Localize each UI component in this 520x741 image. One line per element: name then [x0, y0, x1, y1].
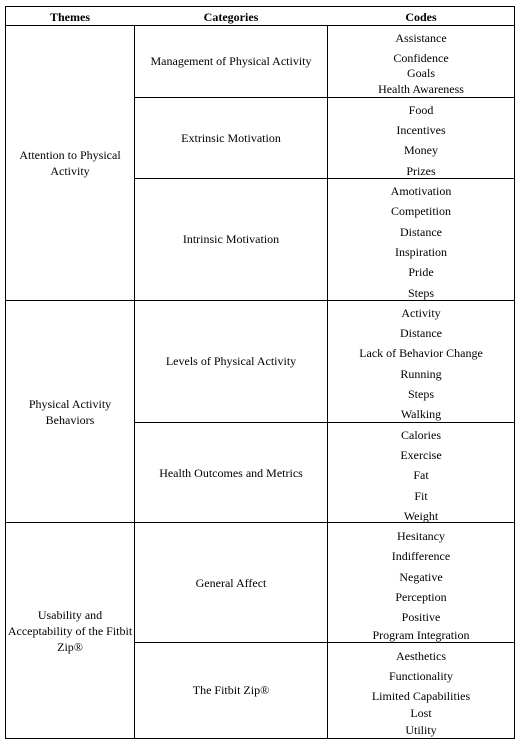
code-item: Negative — [399, 570, 443, 584]
code-item: Pride — [408, 265, 434, 279]
theme-behaviors: Physical Activity Behaviors — [28, 397, 112, 427]
code-item: Distance — [400, 225, 442, 239]
table-top-rule — [5, 6, 515, 7]
code-item: Positive — [401, 610, 441, 624]
code-item: Inspiration — [395, 245, 447, 259]
code-item: Indifference — [391, 549, 451, 563]
table-bottom-rule — [5, 738, 515, 739]
category-fitbit-zip: The Fitbit Zip® — [192, 683, 270, 697]
code-item: Functionality — [389, 669, 453, 683]
category-extrinsic: Extrinsic Motivation — [181, 131, 281, 145]
code-item: Food — [408, 103, 434, 117]
code-item: Exercise — [400, 448, 442, 462]
category-divider — [134, 422, 515, 423]
header-codes: Codes — [405, 10, 437, 24]
code-item: Money — [404, 143, 438, 157]
code-item: Goals — [407, 66, 435, 80]
category-levels: Levels of Physical Activity — [165, 354, 297, 368]
code-item: Lost — [410, 706, 432, 720]
code-item: Fat — [413, 468, 429, 482]
code-item: Amotivation — [390, 184, 452, 198]
code-item: Confidence — [393, 51, 449, 65]
code-item: Program Integration — [372, 628, 470, 642]
code-item: Assistance — [395, 31, 447, 45]
code-item: Prizes — [406, 164, 436, 178]
code-item: Weight — [403, 509, 439, 523]
code-item: Running — [400, 367, 442, 381]
header-themes: Themes — [50, 10, 90, 24]
code-item: Activity — [401, 306, 441, 320]
category-management: Management of Physical Activity — [150, 54, 312, 68]
code-item: Perception — [395, 590, 447, 604]
code-item: Competition — [391, 204, 451, 218]
code-item: Calories — [401, 428, 441, 442]
code-item: Fit — [414, 489, 428, 503]
category-health-outcomes: Health Outcomes and Metrics — [159, 466, 303, 480]
code-item: Aesthetics — [396, 649, 446, 663]
code-item: Steps — [407, 286, 434, 300]
header-categories: Categories — [203, 10, 259, 24]
code-item: Hesitancy — [397, 529, 445, 543]
code-item: Lack of Behavior Change — [359, 346, 483, 360]
code-item: Walking — [400, 407, 442, 421]
code-item: Steps — [407, 387, 434, 401]
code-item: Utility — [405, 723, 437, 737]
theme-attention: Attention to Physical Activity — [19, 148, 121, 178]
category-general-affect: General Affect — [195, 576, 267, 590]
category-intrinsic: Intrinsic Motivation — [182, 232, 280, 246]
code-item: Health Awareness — [378, 82, 464, 96]
category-divider — [134, 97, 515, 98]
header-rule — [5, 25, 515, 26]
code-item: Incentives — [396, 123, 446, 137]
theme-usability: Usability and Acceptability of the Fitbit Zip® — [7, 608, 133, 654]
code-item: Limited Capabilities — [371, 689, 471, 703]
code-item: Distance — [400, 326, 442, 340]
